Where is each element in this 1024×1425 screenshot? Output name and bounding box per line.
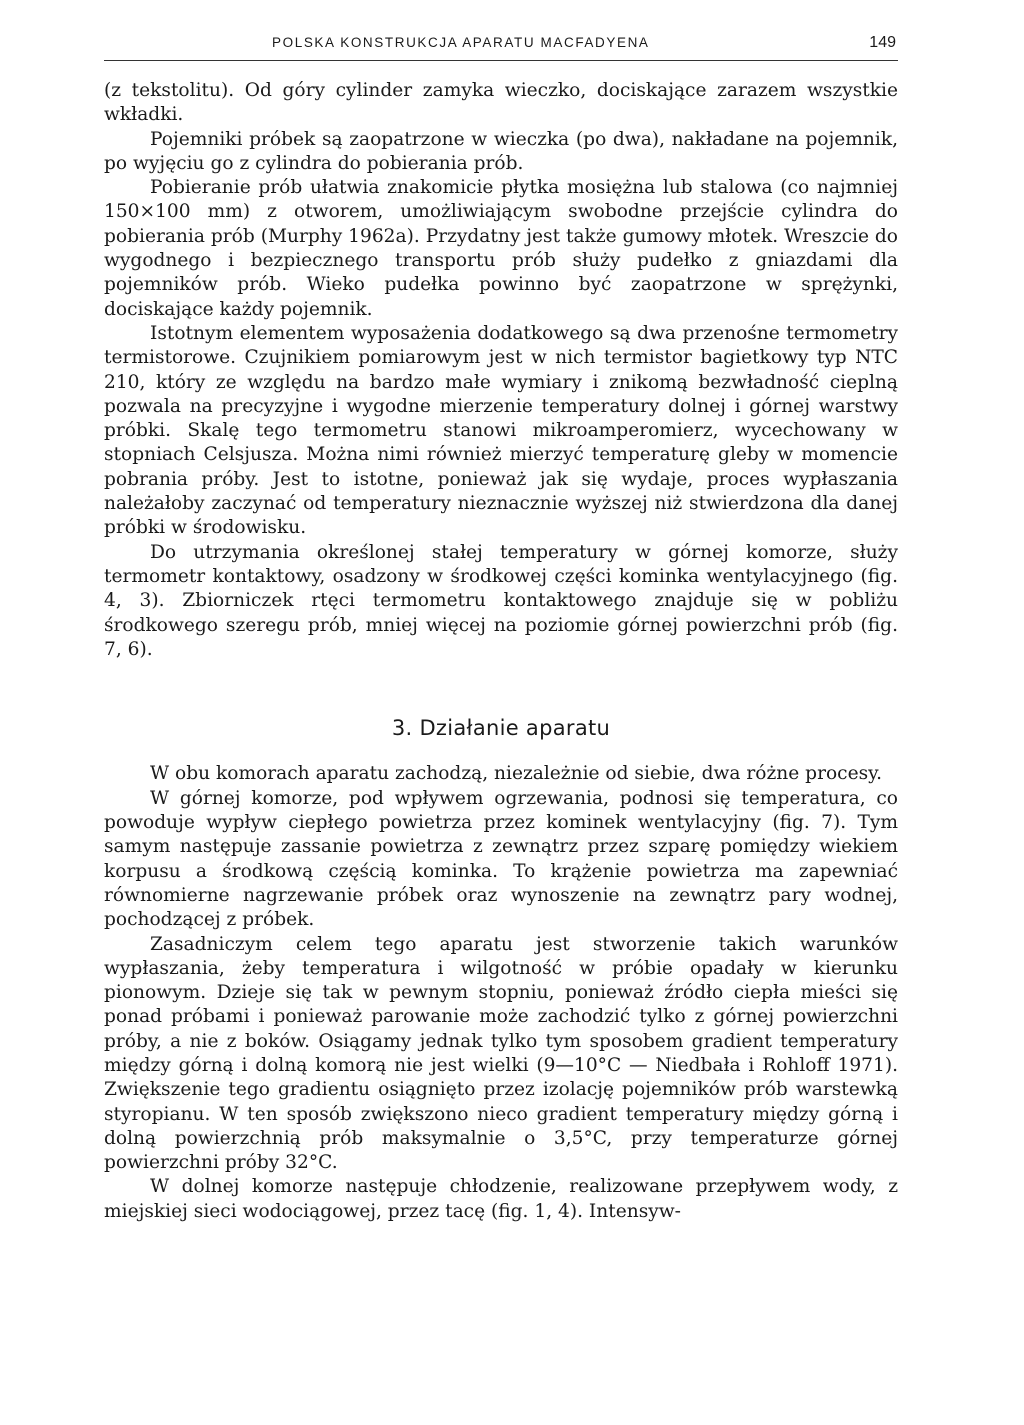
section-heading: 3. Działanie aparatu: [391, 716, 611, 741]
running-head-title: POLSKA KONSTRUKCJA APARATU MACFADYENA: [272, 35, 650, 50]
paragraph: W obu komorach aparatu zachodzą, niezależnie od siebie, dwa różne procesy.: [150, 763, 883, 785]
document-page: [104, 30, 898, 1224]
paragraph: (z tekstolitu). Od góry cylinder zamyka wieczko, dociskające zarazem wszystkie wkładki.: [104, 80, 898, 126]
paragraph: Do utrzymania określonej stałej temperatury w górnej komorze, służy termometr kontaktowy, osadzony w środkowej części kominka wentylacyjnego (fig. 4, 3). Zbiorniczek rtęci termometru kontaktowego znajduje się w pobliżu środkowego szeregu prób, mniej więcej na poziomie górnej powierzchni prób (fig. 7, 6).: [104, 541, 898, 660]
paragraph: Pobieranie prób ułatwia znakomicie płytka mosiężna lub stalowa (co najmniej 150×100 mm) z otworem, umożliwiającym swobodne przejście cylindra do pobierania prób (Murphy 1962a). Przydatny jest także gumowy młotek. Wreszcie do wygodnego i bezpiecznego transportu prób służy pudełko z gniazdami dla pojemników prób. Wieko pudełka powinno być zaopatrzone w sprężynki, dociskające każdy pojemnik.: [104, 177, 898, 320]
paragraph: W dolnej komorze następuje chłodzenie, realizowane przepływem wody, z miejskiej sieci wodociągowej, przez tacę (fig. 1, 4). Intensyw-: [104, 1176, 898, 1222]
paragraph: Zasadniczym celem tego aparatu jest stworzenie takich warunków wypłaszania, żeby temperatura i wilgotność w próbie opadały w kierunku pionowym. Dzieje się tak w pewnym stopniu, ponieważ źródło ciepła mieści się ponad próbami i ponieważ parowanie może zachodzić tylko z górnej powierzchni próby, a nie z boków. Osiągamy jednak tylko tym sposobem gradient temperatury między górną i dolną komorą nie jest wielki (9—10°C — Niedbała i Rohloff 1971). Zwiększenie tego gradientu osiągnięto przez izolację pojemników prób warstewką styropianu. W ten sposób zwiększono nieco gradient temperatury między górną i dolną powierzchnią prób maksymalnie o 3,5°C, przy temperaturze górnej powierzchni próby 32°C.: [104, 933, 898, 1174]
paragraph: Istotnym elementem wyposażenia dodatkowego są dwa przenośne termometry termistorowe. Czujnikiem pomiarowym jest w nich termistor bagietkowy typ NTC 210, który ze względu na bardzo małe wymiary i znikomą bezwładność cieplną pozwala na precyzyjne i wygodne mierzenie temperatury dolnej i górnej warstwy próbki. Skalę tego termometru stanowi mikroamperomierz, wycechowany w stopniach Celsjusza. Można nimi również mierzyć temperaturę gleby w momencie pobrania próby. Jest to istotne, ponieważ jak się wydaje, proces wypłaszania należałoby zaczynać od temperatury nieznacznie wyższej niż stwierdzona dla danej próbki w środowisku.: [104, 322, 898, 539]
header-rule: [104, 60, 898, 61]
page-number: 149: [869, 34, 896, 51]
running-head: [104, 30, 898, 56]
body-text: [104, 79, 898, 1224]
paragraph: W górnej komorze, pod wpływem ogrzewania, podnosi się temperatura, co powoduje wypływ ciepłego powietrza przez kominek wentylacyjny (fig. 7). Tym samym następuje zassanie powietrza z zewnątrz przez szparę pomiędzy wiekiem korpusu a środkową częścią kominka. To krążenie powietrza ma zapewniać równomierne nagrzewanie próbek oraz wynoszenie na zewnątrz pary wodnej, pochodzącej z próbek.: [104, 787, 898, 931]
paragraph: Pojemniki próbek są zaopatrzone w wieczka (po dwa), nakładane na pojemnik, po wyjęciu go z cylindra do pobierania prób.: [104, 128, 898, 174]
